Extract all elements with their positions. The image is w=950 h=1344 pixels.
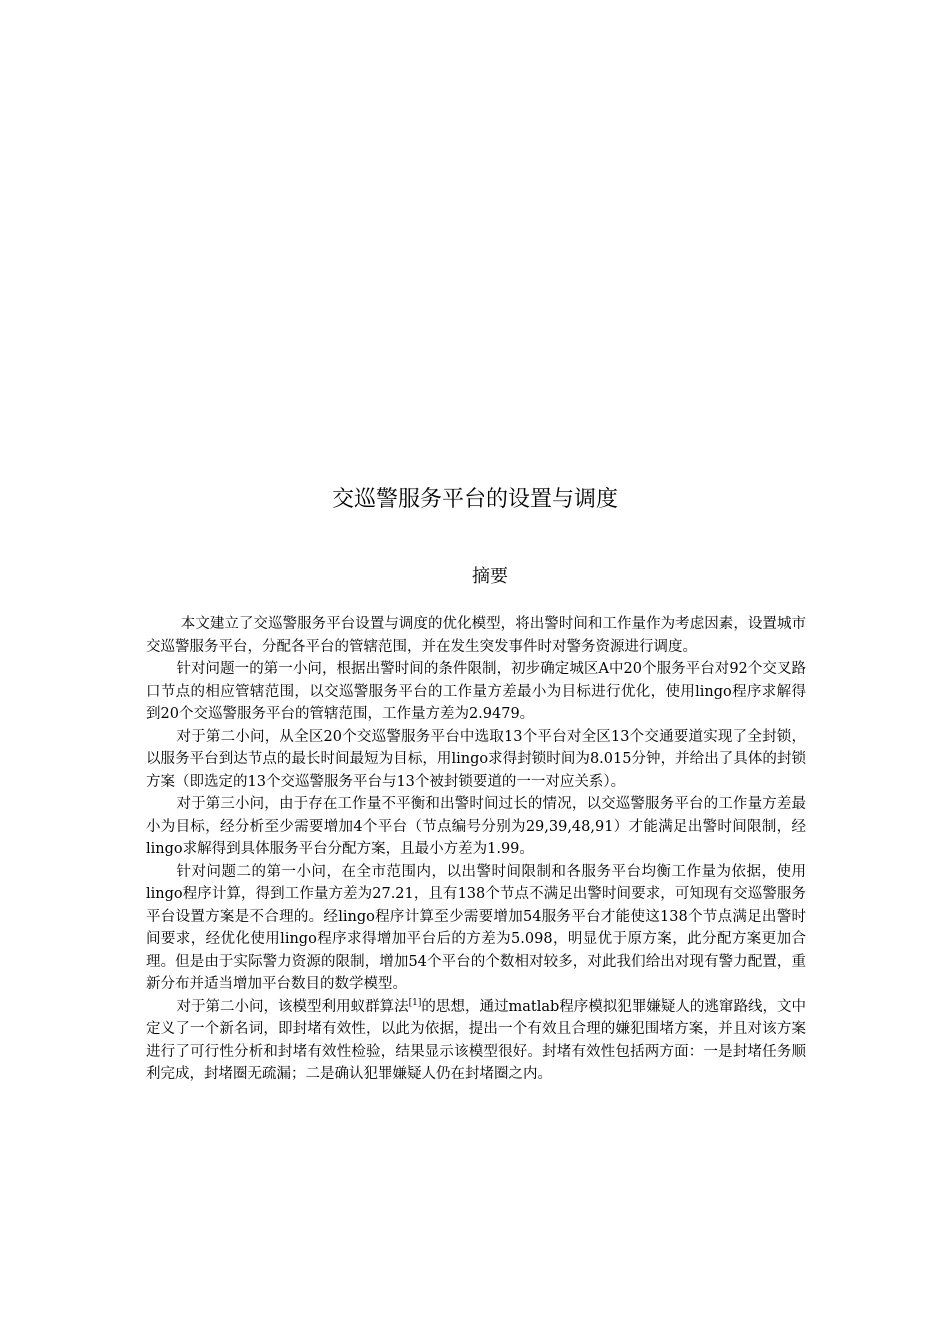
abstract-paragraph: 对于第三小问，由于存在工作量不平衡和出警时间过长的情况，以交巡警服务平台的工作量方差最小为目标，经分析至少需要增加4个平台（节点编号分别为29,39,48,91）才能满足出警时间限制，经lingo求解得到具体服务平台分配方案，且最小方差为1.99。 <box>146 796 806 857</box>
abstract-paragraph: 对于第二小问，从全区20个交巡警服务平台中选取13个平台对全区13个交通要道实现了全封锁，以服务平台到达节点的最长时间最短为目标，用lingo求得封锁时间为8.015分钟，并给出了具体的封锁方案（即选定的13个交巡警服务平台与13个被封锁要道的一一对应关系）。 <box>146 728 806 790</box>
paragraph-text: 对于第二小问，该模型利用蚁群算法 <box>176 998 409 1015</box>
abstract-paragraph-last <box>146 996 806 1086</box>
abstract-heading: 摘要 <box>472 566 508 587</box>
abstract-paragraph: 针对问题一的第一小问，根据出警时间的条件限制，初步确定城区A中20个服务平台对92个交叉路口节点的相应管辖范围，以交巡警服务平台的工作量方差最小为目标进行优化，使用lingo程序求解得到20个交巡警服务平台的管辖范围，工作量方差为2.9479。 <box>146 661 806 722</box>
abstract-body <box>146 613 806 1086</box>
paragraph-text: 的思想，通过matlab程序模拟犯罪嫌疑人的逃窜路线，文中定义了一个新名词，即封堵有效性，以此为依据，提出一个有效且合理的嫌犯围堵方案，并且对该方案进行了可行性分析和封堵有效性检验，结果显示该模型很好。封堵有效性包括两方面：一是封堵任务顺利完成，封堵圈无疏漏；二是确认犯罪嫌疑人仍在封堵圈之内。 <box>146 998 806 1082</box>
abstract-paragraph: 针对问题二的第一小问，在全市范围内，以出警时间限制和各服务平台均衡工作量为依据，使用lingo程序计算，得到工作量方差为27.21，且有138个节点不满足出警时间要求，可知现有交巡警服务平台设置方案是不合理的。经lingo程序计算至少需要增加54服务平台才能使这138个节点满足出警时间要求，经优化使用lingo程序求得增加平台后的方差为5.098，明显优于原方案，此分配方案更加合理。但是由于实际警力资源的限制，增加54个平台的个数相对较多，对此我们给出对现有警力配置，重新分布并适当增加平台数目的数学模型。 <box>146 863 806 992</box>
paper-title: 交巡警服务平台的设置与调度 <box>331 487 618 512</box>
abstract-paragraph: 本文建立了交巡警服务平台设置与调度的优化模型，将出警时间和工作量作为考虑因素，设置城市交巡警服务平台，分配各平台的管辖范围，并在发生突发事件时对警务资源进行调度。 <box>146 616 806 655</box>
citation-reference: [1] <box>408 997 422 1008</box>
